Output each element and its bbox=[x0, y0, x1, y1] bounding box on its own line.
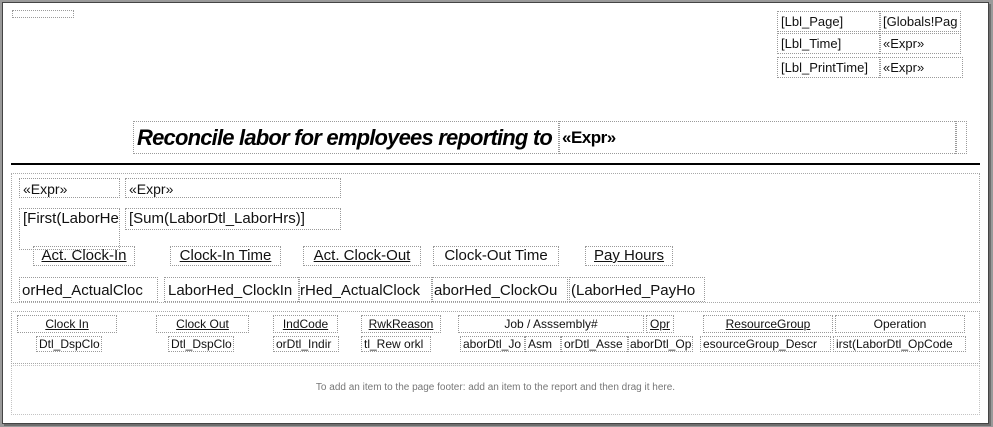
first-laborhed-field[interactable]: [First(LaborHe bbox=[19, 208, 120, 250]
resourcegroup-column-label[interactable]: ResourceGroup bbox=[703, 315, 833, 333]
rework-reason-field[interactable]: tl_Rew orkl bbox=[361, 336, 431, 352]
op-code-field[interactable]: irst(LaborDtl_OpCode bbox=[833, 336, 966, 352]
indirect-code-field[interactable]: orDtl_Indir bbox=[273, 336, 339, 352]
clock-out-field[interactable]: aborHed_ClockOu bbox=[432, 277, 568, 302]
clock-out-detail-field[interactable]: Dtl_DspClo bbox=[168, 336, 234, 352]
report-design-surface[interactable] bbox=[2, 2, 989, 424]
time-label-box[interactable]: [Lbl_Time] bbox=[777, 33, 881, 54]
assembly-seq-field[interactable]: orDtl_Asse bbox=[561, 336, 629, 352]
group-expr-1[interactable]: «Expr» bbox=[19, 178, 120, 198]
job-num-field[interactable]: aborDtl_Jo bbox=[460, 336, 525, 352]
report-item-placeholder[interactable] bbox=[12, 10, 74, 18]
opr-column-label[interactable]: Opr bbox=[646, 315, 674, 333]
clock-out-column-label[interactable]: Clock Out bbox=[156, 315, 249, 333]
clock-in-time-label[interactable]: Clock-In Time bbox=[170, 246, 281, 266]
group-expr-2[interactable]: «Expr» bbox=[125, 178, 341, 198]
job-assembly-column-label[interactable]: Job / Asssembly# bbox=[458, 315, 644, 333]
operation-column-label[interactable]: Operation bbox=[835, 315, 965, 333]
clock-in-column-label[interactable]: Clock In bbox=[17, 315, 117, 333]
actual-clock-in-field[interactable]: orHed_ActualCloc bbox=[19, 277, 158, 302]
pay-hours-label[interactable]: Pay Hours bbox=[585, 246, 673, 266]
act-clock-out-label[interactable]: Act. Clock-Out bbox=[303, 246, 421, 266]
page-number-box[interactable]: [Globals!Pag bbox=[879, 11, 961, 32]
time-expr-box[interactable]: «Expr» bbox=[879, 33, 961, 54]
clock-in-detail-field[interactable]: Dtl_DspClo bbox=[36, 336, 102, 352]
title-spacer-box[interactable] bbox=[955, 121, 967, 154]
sum-laborhrs-field[interactable]: [Sum(LaborDtl_LaborHrs)] bbox=[125, 208, 341, 230]
indcode-column-label[interactable]: IndCode bbox=[273, 315, 338, 333]
rework-reason-column-label[interactable]: RwkReason bbox=[361, 315, 441, 333]
resource-group-desc-field[interactable]: esourceGroup_Descr bbox=[700, 336, 831, 352]
header-divider bbox=[11, 163, 980, 165]
report-title[interactable]: Reconcile labor for employees reporting to bbox=[133, 121, 559, 154]
print-time-expr-box[interactable]: «Expr» bbox=[879, 57, 963, 78]
report-title-expression[interactable]: «Expr» bbox=[559, 121, 957, 154]
page-label-box[interactable]: [Lbl_Page] bbox=[777, 11, 881, 32]
actual-clock-out-field[interactable]: rHed_ActualClock bbox=[298, 277, 432, 302]
act-clock-in-label[interactable]: Act. Clock-In bbox=[33, 246, 135, 266]
clock-out-time-label[interactable]: Clock-Out Time bbox=[433, 246, 559, 266]
asm-field[interactable]: Asm bbox=[525, 336, 561, 352]
page-footer-hint: To add an item to the page footer: add an item to the report and then drag it here. bbox=[315, 382, 676, 393]
print-time-label-box[interactable]: [Lbl_PrintTime] bbox=[777, 57, 881, 78]
clock-in-field[interactable]: LaborHed_ClockIn bbox=[164, 277, 300, 302]
opr-seq-field[interactable]: aborDtl_Op bbox=[627, 336, 693, 352]
pay-hours-field[interactable]: (LaborHed_PayHo bbox=[569, 277, 705, 302]
